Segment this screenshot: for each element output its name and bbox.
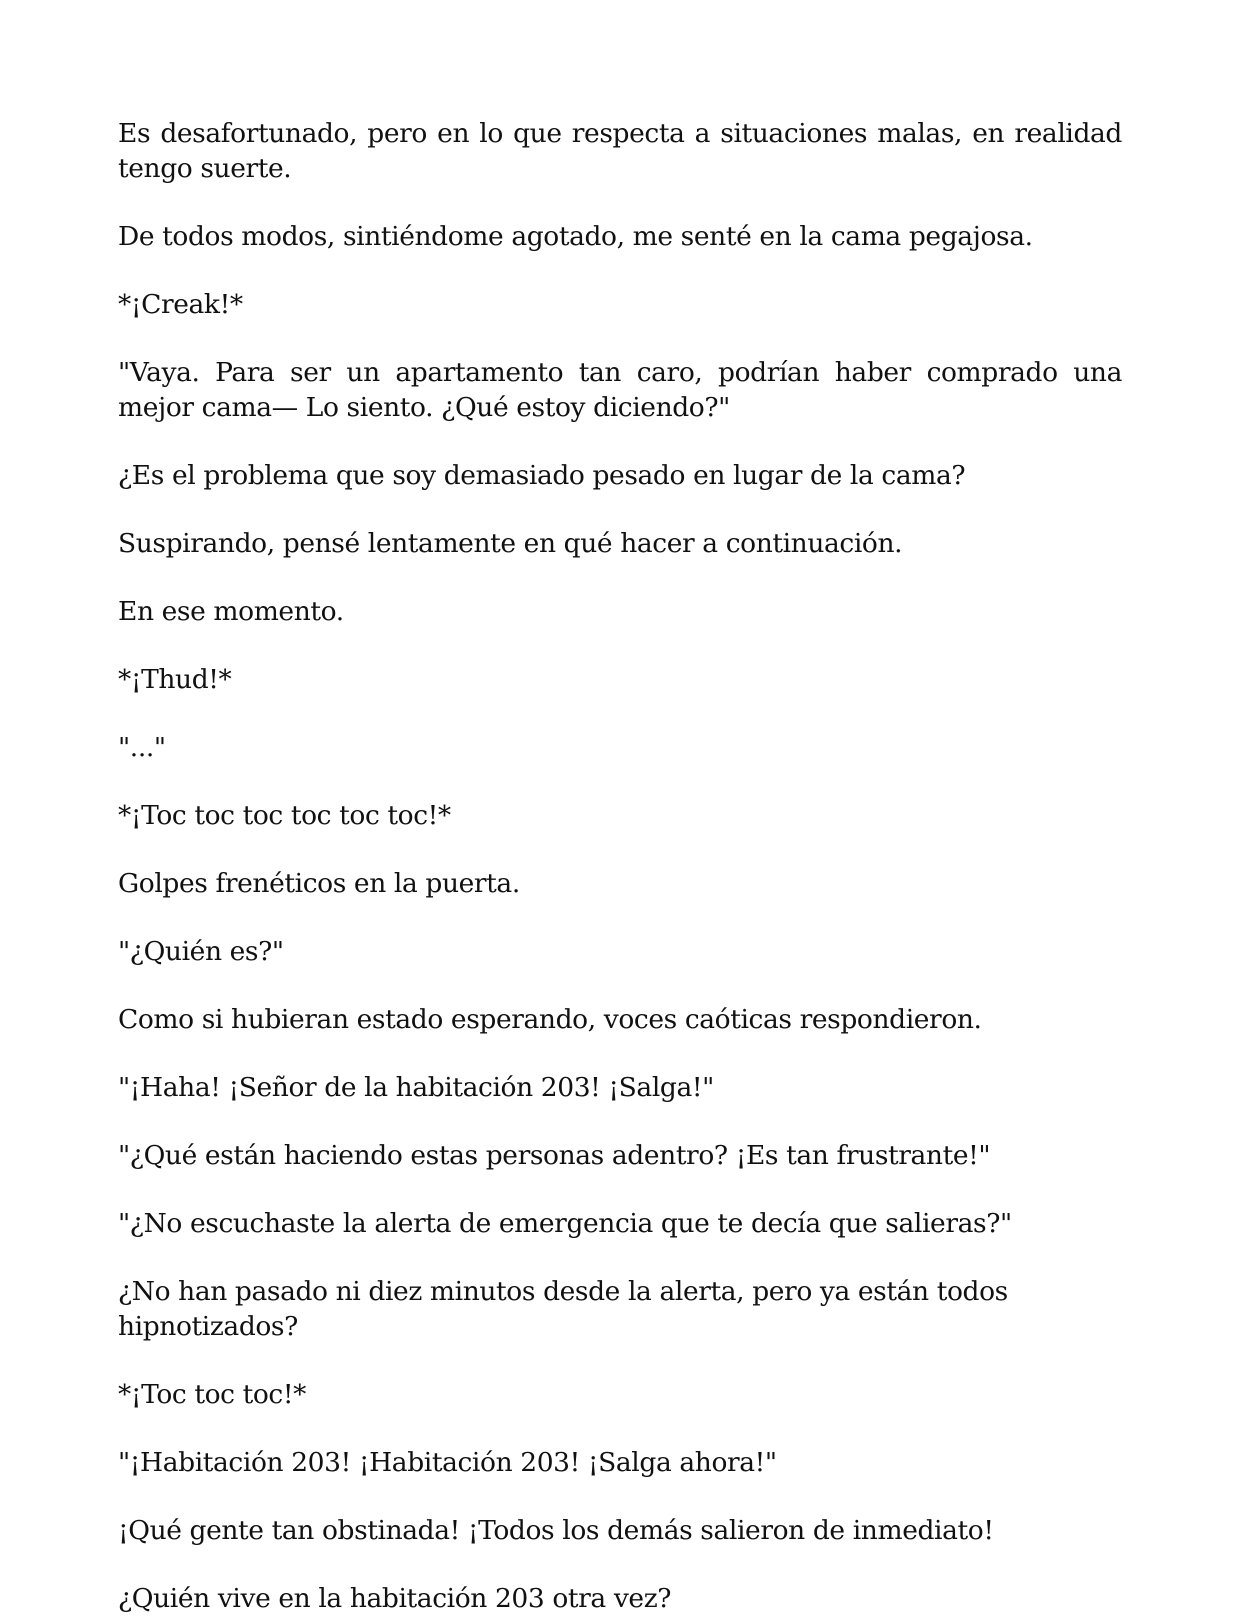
- paragraph: Golpes frenéticos en la puerta.: [118, 868, 520, 899]
- paragraph: "¡Haha! ¡Señor de la habitación 203! ¡Salga!": [118, 1072, 714, 1103]
- paragraph: "¡Habitación 203! ¡Habitación 203! ¡Salga ahora!": [118, 1447, 777, 1478]
- paragraph: ¡Qué gente tan obstinada! ¡Todos los demás salieron de inmediato!: [118, 1515, 994, 1546]
- paragraph: *¡Thud!*: [118, 664, 232, 695]
- paragraph: En ese momento.: [118, 596, 344, 627]
- body-text: [118, 116, 1122, 1616]
- paragraph: Como si hubieran estado esperando, voces caóticas respondieron.: [118, 1004, 982, 1035]
- paragraph: *¡Toc toc toc toc toc toc!*: [118, 800, 451, 831]
- paragraph: "¿No escuchaste la alerta de emergencia que te decía que salieras?": [118, 1208, 1012, 1239]
- paragraph: Suspirando, pensé lentamente en qué hacer a continuación.: [118, 528, 903, 559]
- paragraph: "¿Quién es?": [118, 936, 284, 967]
- paragraph: *¡Creak!*: [118, 289, 243, 320]
- paragraph: "Vaya. Para ser un apartamento tan caro, podrían haber comprado una mejor cama— Lo siento. ¿Qué estoy diciendo?": [118, 357, 1122, 423]
- paragraph: *¡Toc toc toc!*: [118, 1379, 306, 1410]
- paragraph: ¿Quién vive en la habitación 203 otra vez?: [118, 1583, 672, 1614]
- paragraph: "...": [118, 732, 166, 763]
- paragraph: De todos modos, sintiéndome agotado, me senté en la cama pegajosa.: [118, 221, 1033, 252]
- paragraph: ¿No han pasado ni diez minutos desde la alerta, pero ya están todos hipnotizados?: [118, 1276, 1008, 1342]
- paragraph: "¿Qué están haciendo estas personas adentro? ¡Es tan frustrante!": [118, 1140, 991, 1171]
- paragraph: Es desafortunado, pero en lo que respecta a situaciones malas, en realidad tengo suerte.: [118, 118, 1122, 184]
- paragraph: ¿Es el problema que soy demasiado pesado en lugar de la cama?: [118, 460, 966, 491]
